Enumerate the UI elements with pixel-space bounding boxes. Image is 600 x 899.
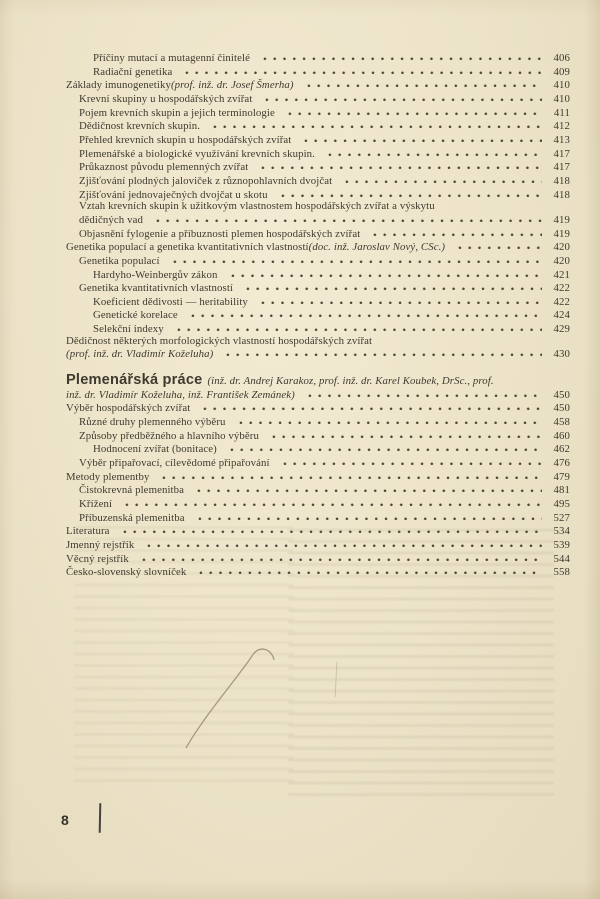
entry-title: Radiační genetika xyxy=(93,65,173,78)
toc-row xyxy=(66,295,570,309)
toc-row xyxy=(66,470,570,484)
toc-row xyxy=(66,308,570,322)
entry-page-number: 462 xyxy=(553,443,570,456)
entry-page-number: 450 xyxy=(553,388,570,401)
toc-row xyxy=(66,442,570,456)
entry-page-number: 429 xyxy=(553,323,570,336)
entry-page-number: 534 xyxy=(553,525,570,538)
dot-leader xyxy=(225,268,542,278)
dot-leader xyxy=(192,511,542,521)
dot-leader xyxy=(322,147,542,157)
toc-row xyxy=(66,372,570,389)
toc-row xyxy=(66,254,570,268)
dot-leader xyxy=(298,133,542,143)
toc-row xyxy=(66,133,570,147)
entry-page-number: 411 xyxy=(553,106,570,119)
entry-page-number: 424 xyxy=(553,309,570,322)
toc-row xyxy=(66,119,570,133)
dot-leader xyxy=(224,442,542,452)
entry-page-number: 409 xyxy=(553,65,570,78)
dot-leader xyxy=(179,65,542,75)
entry-title: Genetika populací xyxy=(79,254,160,267)
section-heading: Plemenářská práce xyxy=(66,372,203,389)
entry-title: Dědičnost krevních skupin. xyxy=(79,120,201,133)
entry-title: Hardyho-Weinbergův zákon xyxy=(93,268,218,281)
entry-title: Věcný rejstřík xyxy=(66,552,129,565)
dot-leader xyxy=(240,281,542,291)
toc-row xyxy=(66,565,570,579)
toc-row xyxy=(66,268,570,282)
dot-leader xyxy=(266,429,542,439)
entry-title: Genetika kvantitativních vlastností xyxy=(79,282,234,295)
entry-authors: (inž. dr. Andrej Karakoz, prof. inž. dr. Karel Koubek, DrSc., prof. xyxy=(207,375,494,388)
dot-leader xyxy=(302,388,542,398)
entry-title: Přehled krevních skupin u hospodářských zvířat xyxy=(79,133,292,146)
toc-row xyxy=(66,456,570,470)
dot-leader xyxy=(150,213,542,223)
entry-page-number: 479 xyxy=(553,470,570,483)
entry-title: Literatura xyxy=(66,525,110,538)
entry-page-number: 417 xyxy=(553,147,570,160)
dot-leader xyxy=(367,227,542,237)
entry-title: Plemenářské a biologické využívání krevních skupin. xyxy=(79,147,315,160)
entry-title: Jmenný rejstřík xyxy=(66,538,135,551)
dot-leader xyxy=(255,295,542,305)
dot-leader xyxy=(197,401,542,411)
dot-leader xyxy=(136,552,542,562)
dot-leader xyxy=(257,51,542,61)
entry-page-number: 458 xyxy=(553,416,570,429)
entry-title: Česko-slovenský slovníček xyxy=(66,566,187,579)
entry-authors: (prof. inž. dr. Vladimír Koželuha) xyxy=(66,348,214,361)
dot-leader xyxy=(220,347,542,357)
entry-authors: (prof. inž. dr. Josef Šmerha) xyxy=(170,79,294,92)
entry-title: Genetické korelace xyxy=(93,309,178,322)
toc-row xyxy=(66,336,570,348)
entry-title: Koeficient dědivosti — heritability xyxy=(93,295,248,308)
entry-page-number: 406 xyxy=(553,52,570,64)
dot-leader xyxy=(275,188,542,198)
entry-title: Průkaznost původu plemenných zvířat xyxy=(79,161,249,174)
toc-row xyxy=(66,388,570,402)
dot-leader xyxy=(191,483,542,493)
toc-row xyxy=(66,174,570,188)
toc-row xyxy=(66,322,570,336)
entry-page-number: 544 xyxy=(553,552,570,565)
entry-title: Křížení xyxy=(79,498,113,510)
toc-row xyxy=(66,213,570,227)
dot-leader xyxy=(233,415,542,425)
entry-title: Různé druhy plemenného výběru xyxy=(79,416,226,429)
entry-title: Hodnocení zvířat (bonitace) xyxy=(93,443,217,456)
dot-leader xyxy=(277,456,542,466)
toc-row xyxy=(66,552,570,566)
entry-page-number: 430 xyxy=(553,348,570,361)
toc-row xyxy=(66,497,570,511)
toc-row xyxy=(66,511,570,525)
entry-authors: (doc. inž. Jaroslav Nový, CSc.) xyxy=(308,241,446,254)
toc-row xyxy=(66,524,570,538)
entry-page-number: 495 xyxy=(553,498,570,510)
toc-row xyxy=(66,240,570,254)
pen-line-mark xyxy=(99,803,101,833)
entry-page-number: 412 xyxy=(553,120,570,133)
entry-page-number: 418 xyxy=(553,174,570,187)
entry-title: Čistokrevná plemenitba xyxy=(79,484,185,497)
dot-leader xyxy=(167,254,542,264)
entry-page-number: 450 xyxy=(553,402,570,415)
entry-page-number: 539 xyxy=(553,538,570,551)
toc-row xyxy=(66,65,570,79)
entry-title: Selekční indexy xyxy=(93,323,164,336)
entry-page-number: 460 xyxy=(553,429,570,442)
dot-leader xyxy=(119,497,542,507)
entry-page-number: 419 xyxy=(553,227,570,240)
entry-page-number: 417 xyxy=(553,161,570,174)
dot-leader xyxy=(259,92,542,102)
entry-title: Pojem krevních skupin a jejich terminologie xyxy=(79,106,275,119)
dot-leader xyxy=(452,240,542,250)
entry-title: Příčiny mutací a mutagenní činitelé xyxy=(93,52,251,64)
dot-leader xyxy=(193,565,542,575)
toc-row xyxy=(66,401,570,415)
entry-page-number: 410 xyxy=(553,79,570,92)
toc-row xyxy=(66,147,570,161)
entry-title: Příbuzenská plemenitba xyxy=(79,511,185,524)
entry-title: Zjišťování plodných jaloviček z různopohlavních dvojčat xyxy=(79,174,333,187)
entry-title: Dědičnost některých morfologických vlastností hospodářských zvířat xyxy=(66,334,373,347)
entry-page-number: 527 xyxy=(553,511,570,524)
entry-title: dědičných vad xyxy=(79,213,143,226)
dot-leader xyxy=(207,119,542,129)
page-number: 8 xyxy=(61,812,69,828)
toc-row xyxy=(66,429,570,443)
toc-row xyxy=(66,347,570,361)
entry-title: Objasnění fylogenie a příbuznosti plemen hospodářských zvířat xyxy=(79,227,361,240)
toc-row xyxy=(66,538,570,552)
dot-leader xyxy=(185,308,542,318)
entry-page-number: 418 xyxy=(553,188,570,201)
entry-title: Genetika populací a genetika kvantitativních vlastností xyxy=(66,241,309,254)
entry-page-number: 420 xyxy=(553,254,570,267)
dot-leader xyxy=(156,470,542,480)
toc-row xyxy=(66,415,570,429)
toc-row xyxy=(66,281,570,295)
entry-title: Způsoby předběžného a hlavního výběru xyxy=(79,429,259,442)
table-of-contents xyxy=(66,51,570,579)
entry-page-number: 421 xyxy=(553,268,570,281)
entry-page-number: 419 xyxy=(553,213,570,226)
entry-title: Výběr hospodářských zvířat xyxy=(66,402,191,415)
dot-leader xyxy=(255,160,542,170)
entry-page-number: 476 xyxy=(553,457,570,470)
entry-title: Výběr připařovací, cílevědomé připařování xyxy=(79,457,270,470)
dot-leader xyxy=(301,78,542,88)
entry-title: Zjišťování jednovaječných dvojčat u skotu xyxy=(79,188,268,201)
entry-authors: inž. dr. Vladimír Koželuha, inž. František Zemánek) xyxy=(66,388,295,401)
toc-row xyxy=(66,92,570,106)
toc-row xyxy=(66,201,570,213)
dot-leader xyxy=(282,106,542,116)
toc-row xyxy=(66,227,570,241)
toc-row xyxy=(66,51,570,65)
entry-title: Základy imunogenetiky xyxy=(66,79,171,92)
entry-page-number: 422 xyxy=(553,282,570,295)
dot-leader xyxy=(141,538,542,548)
dot-leader xyxy=(339,174,542,184)
toc-row xyxy=(66,78,570,92)
entry-title: Metody plementby xyxy=(66,470,150,483)
entry-page-number: 422 xyxy=(553,295,570,308)
entry-title: Vztah krevních skupin k užitkovým vlastnostem hospodářských zvířat a výskytu xyxy=(79,200,435,213)
entry-page-number: 558 xyxy=(553,566,570,579)
entry-page-number: 420 xyxy=(553,241,570,254)
entry-page-number: 410 xyxy=(553,92,570,105)
entry-title: Krevní skupiny u hospodářských zvířat xyxy=(79,92,253,105)
toc-row xyxy=(66,483,570,497)
entry-page-number: 413 xyxy=(553,133,570,146)
toc-row xyxy=(66,188,570,202)
toc-row xyxy=(66,106,570,120)
dot-leader xyxy=(171,322,542,332)
entry-page-number: 481 xyxy=(553,484,570,497)
toc-row xyxy=(66,160,570,174)
dot-leader xyxy=(117,524,542,534)
